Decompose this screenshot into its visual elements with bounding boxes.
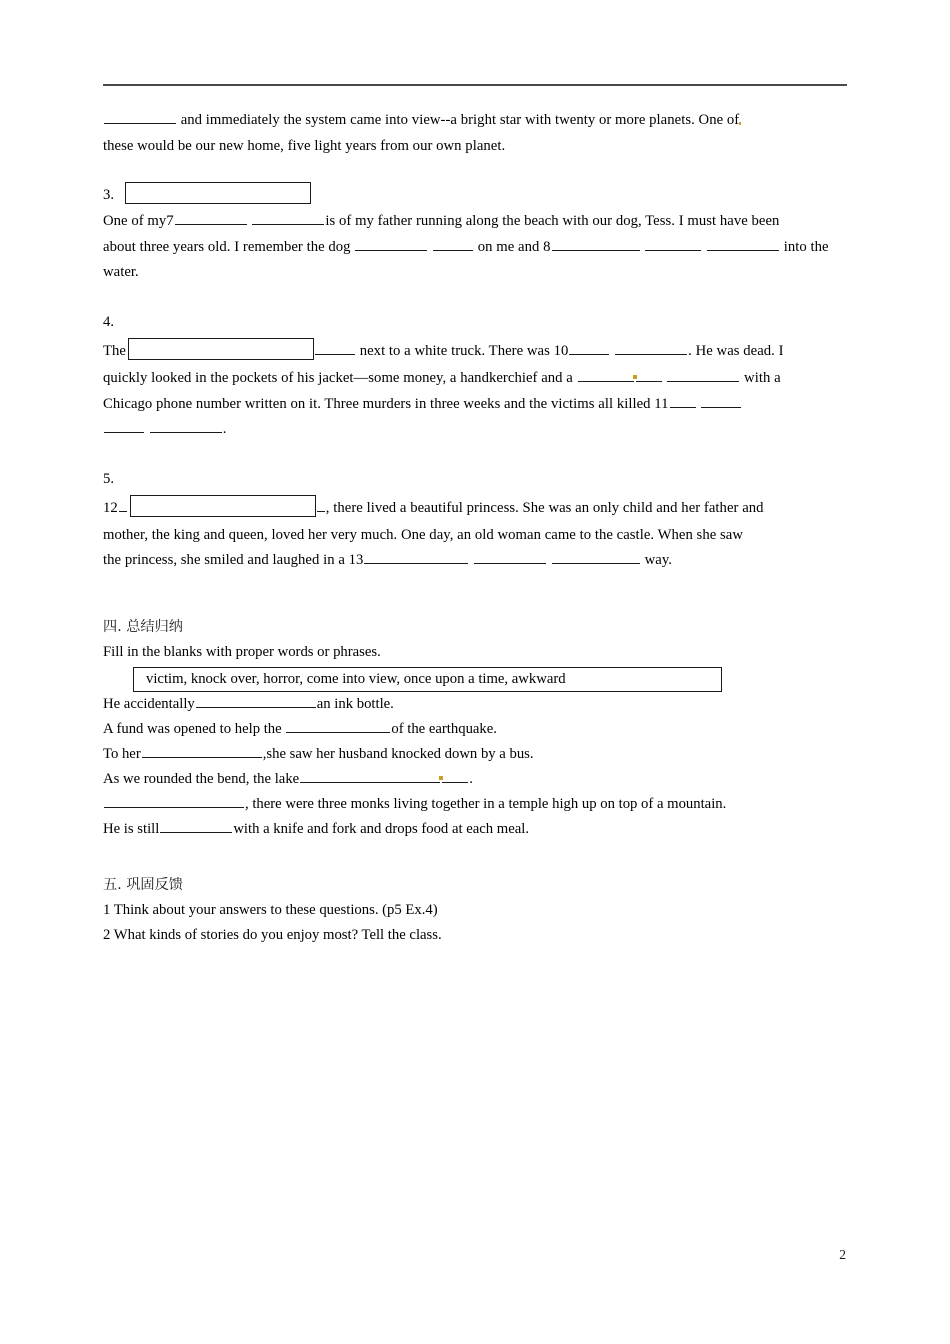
fill-sentence-3-after: ,she saw her husband knocked down by a bus. xyxy=(262,745,534,762)
blank-field[interactable] xyxy=(300,769,440,783)
document-body xyxy=(103,84,847,948)
item-5-answer-box[interactable] xyxy=(130,495,316,517)
page-number: 2 xyxy=(839,1247,846,1262)
item-5-index: 5. xyxy=(103,470,115,487)
blank-field[interactable] xyxy=(701,394,741,408)
blank-field[interactable] xyxy=(252,211,324,225)
fill-sentence-4-before: As we rounded the bend, the lake xyxy=(103,770,300,787)
item-5-line-3 xyxy=(103,548,847,574)
item-4-text-2: . He was dead. I xyxy=(688,342,784,359)
blank-field[interactable] xyxy=(175,211,247,225)
blank-field[interactable] xyxy=(433,237,473,251)
blank-field[interactable] xyxy=(196,694,316,708)
word-bank-wrapper xyxy=(103,667,847,692)
item-5-line-1 xyxy=(103,493,847,523)
blank-field[interactable] xyxy=(142,744,262,758)
section-five-question-2: 2 What kinds of stories do you enjoy most? Tell the class. xyxy=(103,926,442,943)
blank-field[interactable] xyxy=(569,341,609,355)
blank-field[interactable] xyxy=(317,498,325,512)
item-4-text-1: next to a white truck. There was 10 xyxy=(356,342,569,359)
item-5-line-2 xyxy=(103,523,847,549)
section-four-instruction: Fill in the blanks with proper words or phrases. xyxy=(103,643,381,660)
blank-field[interactable] xyxy=(670,394,696,408)
highlight-speck xyxy=(739,122,741,125)
blank-field[interactable] xyxy=(104,110,176,124)
fill-sentence-5-after: , there were three monks living together in a temple high up on top of a mountain. xyxy=(245,795,727,812)
blank-field[interactable] xyxy=(442,769,468,783)
fill-sentence-1-after: an ink bottle. xyxy=(316,695,394,712)
item-4-text-4: with a xyxy=(740,369,781,386)
blank-field[interactable] xyxy=(315,341,355,355)
item-3-seg-5 xyxy=(702,239,706,255)
fill-sentence-4 xyxy=(103,767,847,792)
blank-field[interactable] xyxy=(104,794,244,808)
blank-field[interactable] xyxy=(636,368,662,382)
blank-field[interactable] xyxy=(645,237,701,251)
intro-paragraph xyxy=(103,108,847,134)
fill-sentence-1-before: He accidentally xyxy=(103,695,195,712)
item-5-text-2: mother, the king and queen, loved her very much. One day, an old woman came to the castle. When she saw xyxy=(103,526,744,543)
fill-sentence-5 xyxy=(103,792,847,817)
item-4-box-prefix: The xyxy=(103,342,126,359)
item-4-header xyxy=(103,308,847,336)
item-4-line-3 xyxy=(103,392,847,418)
fill-sentence-2-before: A fund was opened to help the xyxy=(103,720,286,737)
section-five-question-1: 1 Think about your answers to these questions. (p5 Ex.4) xyxy=(103,901,438,918)
item-4-line-4 xyxy=(103,417,847,443)
item-3-index: 3. xyxy=(103,187,115,204)
item-3-seg-3: on me and 8 xyxy=(474,238,551,255)
item-3-text-after: is of my father running along the beach with our dog, Tess. I must have been xyxy=(325,213,780,230)
fill-sentence-6 xyxy=(103,817,847,842)
item-5-text-3: the princess, she smiled and laughed in a 13 xyxy=(103,552,364,569)
highlight-speck xyxy=(633,375,637,379)
item-3-answer-box[interactable] xyxy=(125,182,311,204)
blank-field[interactable] xyxy=(104,419,144,433)
highlight-speck xyxy=(439,776,443,780)
section-five-heading: 五. 巩固反馈 xyxy=(103,876,183,893)
item-5-box-prefix: 12 xyxy=(103,499,118,516)
blank-field[interactable] xyxy=(667,368,739,382)
item-3-text-before: One of my7 xyxy=(103,213,174,230)
blank-field[interactable] xyxy=(119,498,127,512)
fill-sentence-2 xyxy=(103,717,847,742)
blank-field[interactable] xyxy=(552,237,640,251)
item-4-text-5: Chicago phone number written on it. Three murders in three weeks and the victims all killed 11 xyxy=(103,395,669,412)
item-3-seg-6: into the water. xyxy=(103,238,829,281)
item-5-text-1: , there lived a beautiful princess. She was an only child and her father and xyxy=(325,499,764,516)
word-bank-box: victim, knock over, horror, come into view, once upon a time, awkward xyxy=(133,667,722,692)
fill-sentence-6-after: with a knife and fork and drops food at each meal. xyxy=(233,820,529,837)
item-5-text-4: way. xyxy=(640,552,672,569)
fill-sentence-3-before: To her xyxy=(103,745,141,762)
blank-field[interactable] xyxy=(707,237,779,251)
item-3-seg-2 xyxy=(428,239,432,255)
blank-field[interactable] xyxy=(615,341,687,355)
intro-paragraph-line2: these would be our new home, five light years from our own planet. xyxy=(103,137,506,154)
item-5-header xyxy=(103,465,847,493)
blank-field[interactable] xyxy=(578,368,634,382)
item-3-seg-1: about three years old. I remember the dog xyxy=(103,238,355,255)
item-4-index: 4. xyxy=(103,313,115,330)
blank-field[interactable] xyxy=(160,819,232,833)
blank-field[interactable] xyxy=(150,419,222,433)
blank-field[interactable] xyxy=(474,550,546,564)
item-4-text-3: quickly looked in the pockets of his jacket—some money, a handkerchief and a xyxy=(103,369,577,386)
fill-sentence-2-after: of the earthquake. xyxy=(391,720,497,737)
fill-sentence-4-after: . xyxy=(469,770,473,787)
blank-field[interactable] xyxy=(286,719,390,733)
intro-line1-text: and immediately the system came into view--a bright star with twenty or more planets. One of xyxy=(177,112,740,128)
fill-sentence-6-before: He is still xyxy=(103,820,160,837)
blank-field[interactable] xyxy=(355,237,427,251)
blank-field[interactable] xyxy=(552,550,640,564)
item-3-seg-4 xyxy=(641,239,645,255)
fill-sentence-3 xyxy=(103,742,847,767)
blank-field[interactable] xyxy=(364,550,468,564)
item-4-text-6: . xyxy=(222,421,227,438)
section-four-heading: 四. 总结归纳 xyxy=(103,618,183,635)
item-4-line-2 xyxy=(103,366,847,392)
item-4-answer-box[interactable] xyxy=(128,338,314,360)
item-3-header xyxy=(103,181,847,209)
item-3-line-1 xyxy=(103,209,847,235)
fill-sentence-1 xyxy=(103,692,847,717)
item-3-line-2 xyxy=(103,235,847,286)
item-4-line-1 xyxy=(103,336,847,366)
